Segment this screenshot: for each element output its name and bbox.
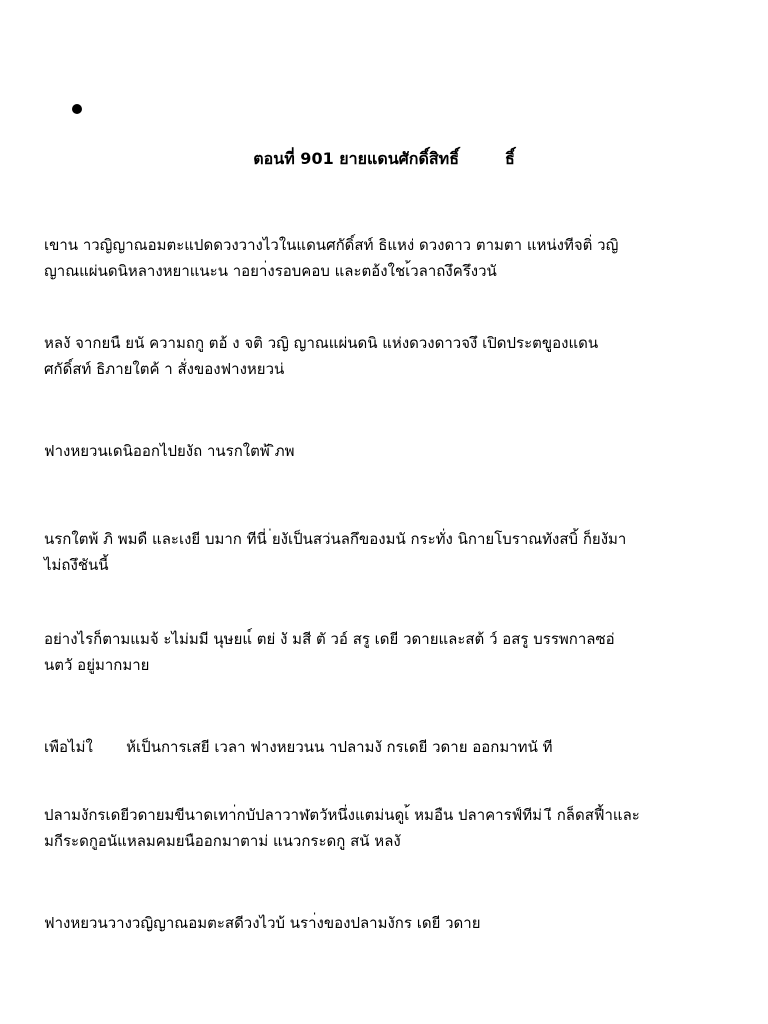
paragraph-4: นรกใตพ้ ภิ พมดื และเงยี บมาก ทีนี่ ่ยงัเป็นสว่นลกึของมนั กระทั่ง นิกายโบราณทังสบิ้ ก็ยงัมา ไม่ถงึชันนี้ xyxy=(44,530,627,574)
bullet-point xyxy=(72,104,82,114)
paragraph-8: ฟางหยวนวางวญิญาณอมตะสดีวงไวบ้ นรา่งของปลามงักร เดยี วดาย xyxy=(44,914,481,932)
paragraph-3: ฟางหยวนเดนิออกไปยงัถ านรกใตพ้ ิภพ xyxy=(44,442,295,460)
paragraph-6: เพือไม่ใ ห้เป็นการเสยี เวลา ฟางหยวนน าปลามงั กรเดยี วดาย ออกมาทนั ที xyxy=(44,738,553,756)
chapter-title-main: ตอนที่ 901 ยายแดนศักดิ์สิทธิ์ xyxy=(253,149,459,168)
paragraph-7: ปลามงักรเดยีวดายมขีนาดเทา่กบัปลาวาฬตวัหนึ่งแตม่นดูเ้ หมอืน ปลาคารฟ์ทีม่ เี กล็ดสฟี้าและ มกีระดกูอนัแหลมคมยนืออกมาตาม่ แนวกระดกู สนั หลงั xyxy=(44,806,640,850)
paragraph-1: เขาน าวญิญาณอมตะแปดดวงวางไวในแดนศกัดิ์สท์ ธิแหง่ ดวงดาว ตามตา แหน่งทีจติ่ วญิ ญาณแผ่นดนิหลางหยาแนะน าอยา่งรอบคอบ และตอ้งใชเ้วลาถงึครึงวนั xyxy=(44,236,619,280)
paragraph-5: อย่างไรก็ตามแมจ้ ะไม่มมี นุษยแ์ ตย่ งั มสี ตั วอ์ สรู เดยี วดายและสต้ ว์ อสรู บรรพกาลซอ่ นตวั อยู่มากมาย xyxy=(44,630,615,674)
paragraph-2: หลงั จากยนื ยนั ความถกู ตอ้ ง จติ วญิ ญาณแผ่นดนิ แห่งดวงดาวจงึ เปิดประตขูองแดน ศกัดิ์สท์ ธิภายใตค้ า สั่งของฟางหยวน่ xyxy=(44,334,599,378)
chapter-title xyxy=(0,146,768,172)
chapter-title-fragment: ธิ์ xyxy=(504,149,515,168)
